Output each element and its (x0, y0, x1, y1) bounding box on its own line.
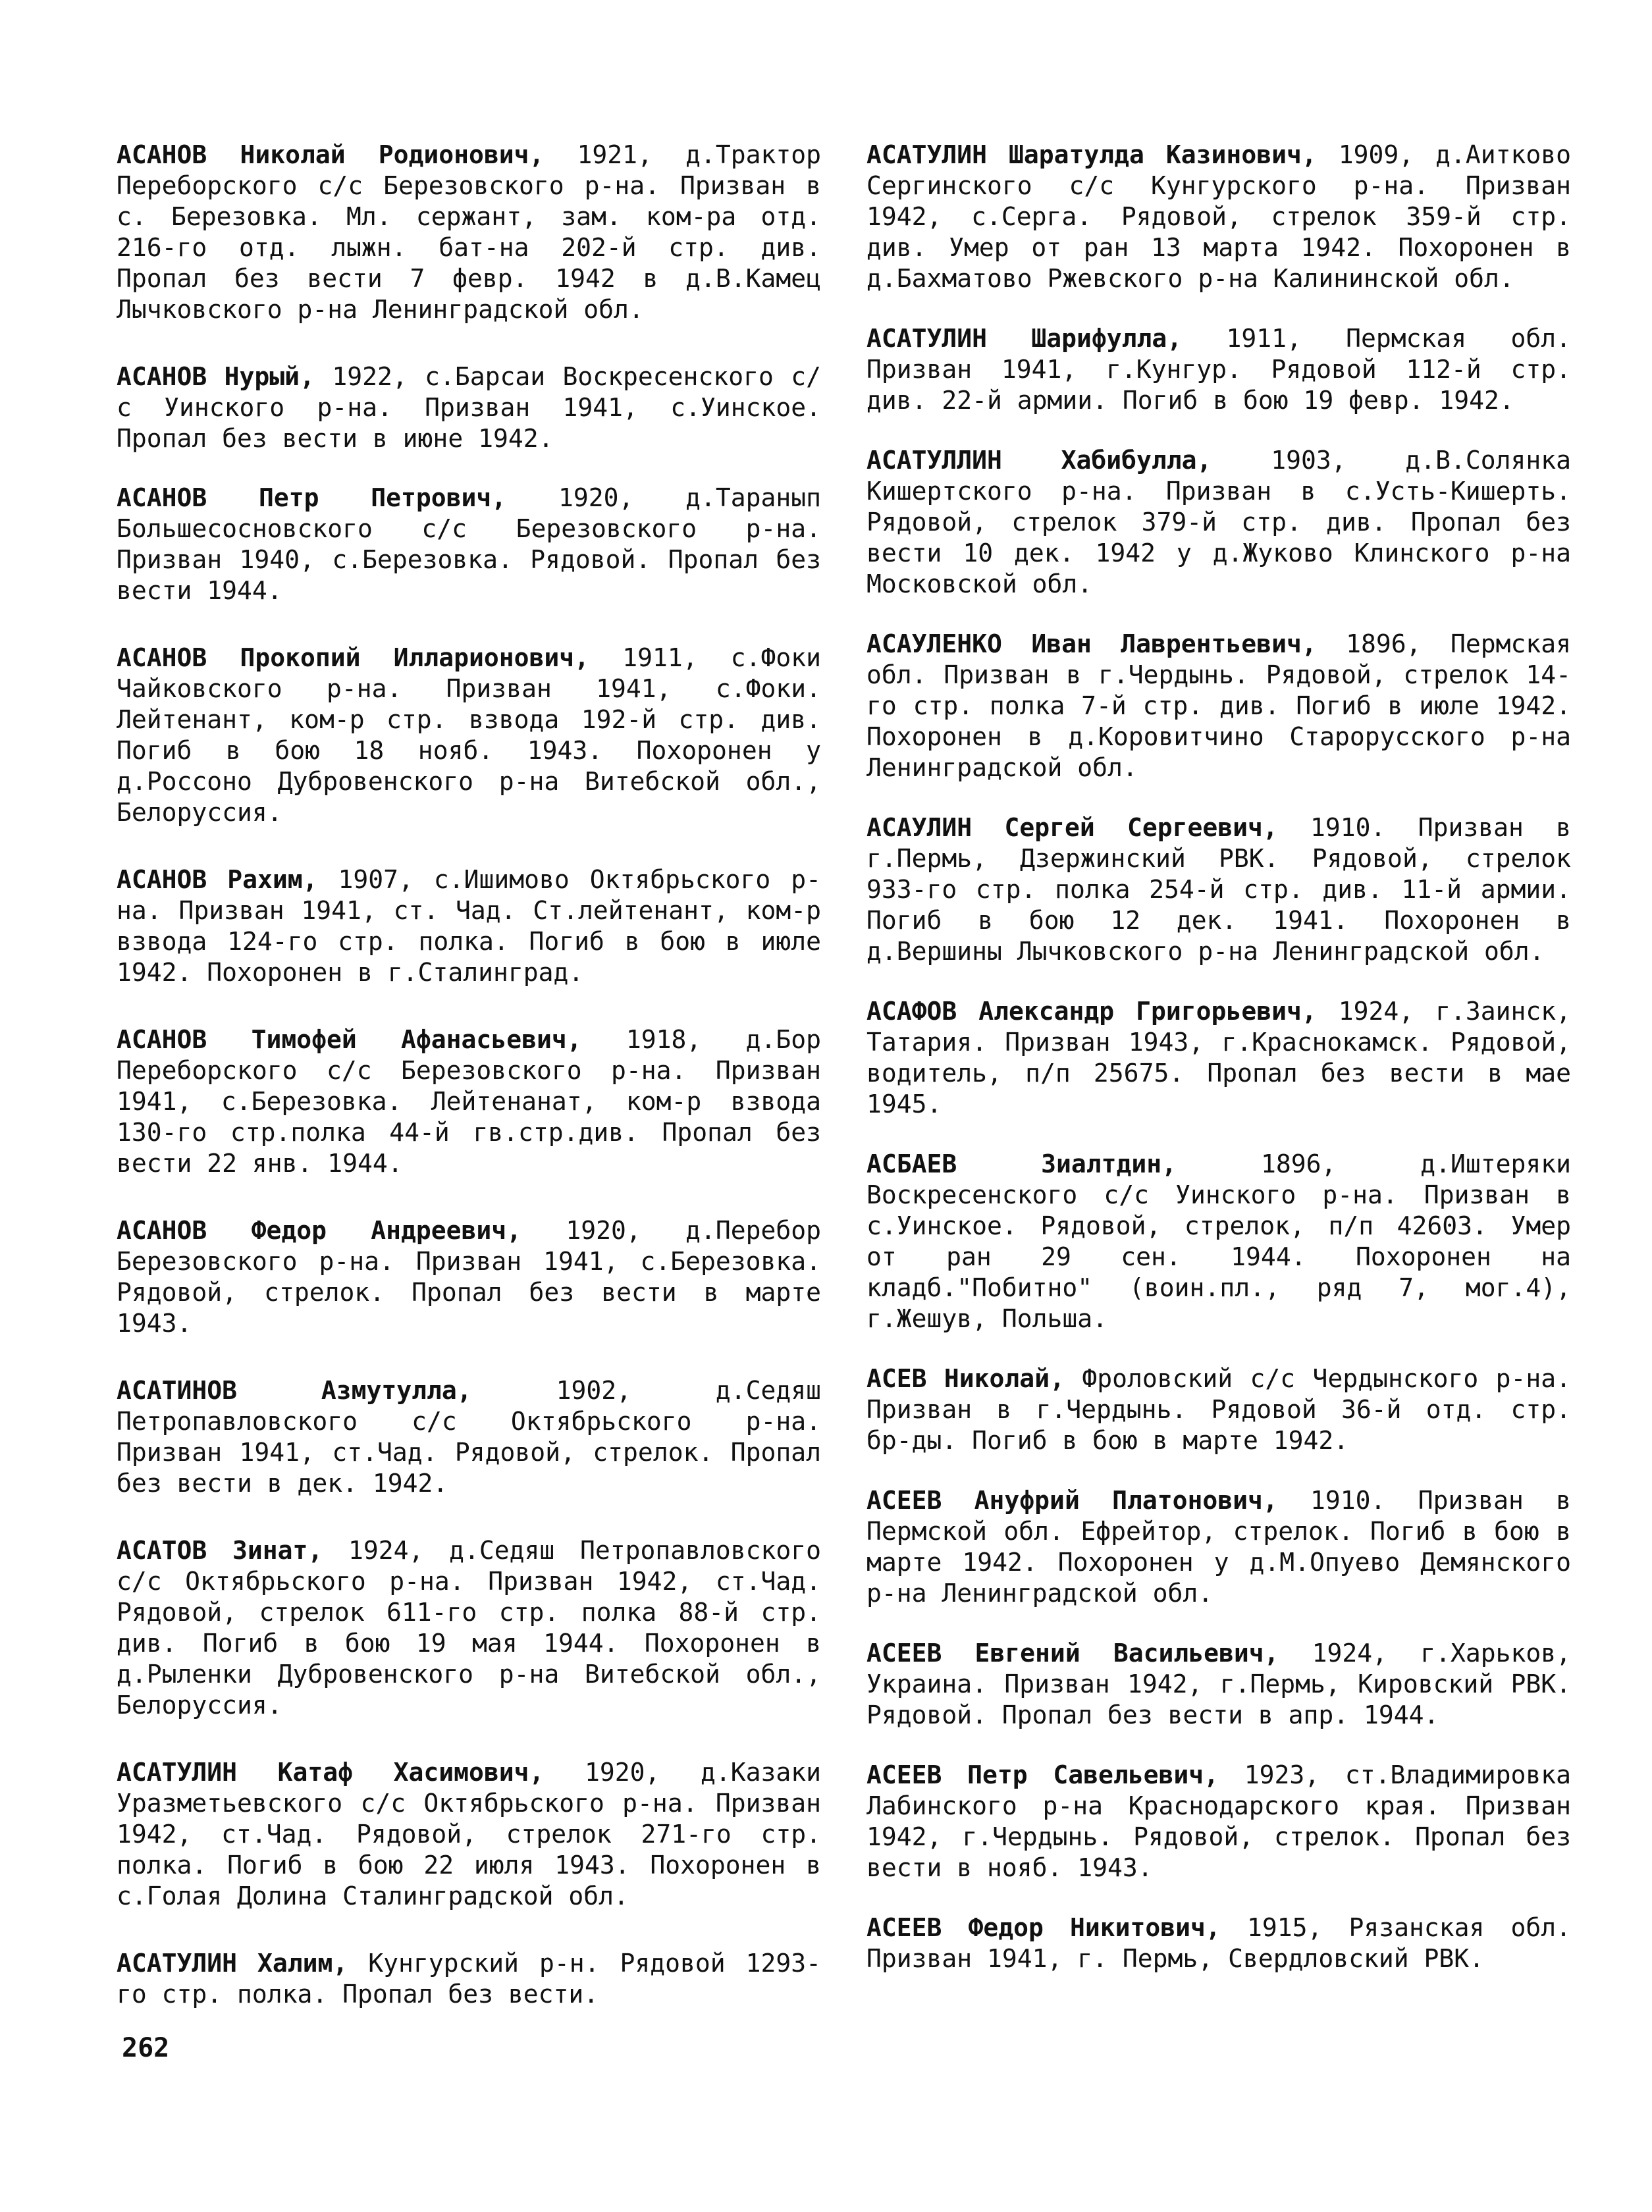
entry (117, 361, 821, 454)
entry-text: 1910. Призван в г.Пермь, Дзержинский РВК. Рядовой, стрелок 933-го стр. полка 254-й стр. див. 11-й армии. Погиб в бою 12 дек. 1941. Похоронен в д.Вершины Лычковского р-на Ленинградской обл. (866, 813, 1571, 966)
entry-text: 1924, г.Заинск, Татария. Призван 1943, г.Краснокамск. Рядовой, водитель, п/п 25675. Пропал без вести в мае 1945. (866, 997, 1571, 1119)
entry-given-name: Азмутулла, (321, 1376, 472, 1405)
entry-text: 1911, Пермская обл. Призван 1941, г.Кунгур. Рядовой 112-й стр. див. 22-й армии. Погиб в бою 19 февр. 1942. (866, 324, 1571, 415)
entry-given-name: Николай, (944, 1364, 1065, 1393)
entry-text: 1907, с.Ишимово Октябрьского р-на. Призван 1941, ст. Чад. Ст.лейтенант, ком-р взвода 124-го стр. полка. Погиб в бою в июле 1942. Похоронен в г.Сталинград. (117, 865, 821, 987)
entry-given-name: Шарифулла, (1031, 324, 1183, 353)
page-number: 262 (122, 2033, 170, 2063)
entry-given-name: Нурый, (224, 362, 315, 391)
entry-text: 1920, д.Казаки Уразметьевского с/с Октябрьского р-на. Призван 1942, ст.Чад. Рядовой, стрелок 271-го стр. полка. Погиб в бою 22 июля 1943. Похоронен в с.Голая Долина Сталинградской обл. (117, 1758, 821, 1910)
entry-given-name: Сергей Сергеевич, (1004, 813, 1278, 842)
entry-given-name: Тимофей Афанасьевич, (251, 1025, 582, 1054)
entry-surname: АСАНОВ (117, 643, 207, 672)
entry (866, 1363, 1571, 1456)
entry-surname: АСЕВ (866, 1364, 927, 1393)
entry-surname: АСЕЕВ (866, 1913, 942, 1942)
entry-text: Кунгурский р-н. Рядовой 1293-го стр. полка. Пропал без вести. (117, 1949, 821, 2009)
entry-text: 1920, д.Таранып Большесосновского с/с Березовского р-на. Призван 1940, с.Березовка. Рядовой. Пропал без вести 1944. (117, 483, 821, 605)
entry-given-name: Николай Родионович, (240, 140, 545, 169)
entry-text: 1903, д.В.Солянка Кишертского р-на. Призван в с.Усть-Кишерть. Рядовой, стрелок 379-й стр. див. Пропал без вести 10 дек. 1942 у д.Жуково Клинского р-на Московской обл. (866, 446, 1571, 598)
entry-text: 1921, д.Трактор Переборского с/с Березовского р-на. Призван в с. Березовка. Мл. сержант, зам. ком-ра отд. 216-го отд. лыжн. бат-на 202-й стр. див. Пропал без вести 7 февр. 1942 в д.В.Камец Лычковского р-на Ленинградской обл. (117, 140, 821, 324)
entry-given-name: Шаратулда Казинович, (1009, 140, 1317, 169)
entry (117, 1757, 821, 1912)
entry (117, 483, 821, 606)
entry-given-name: Федор Никитович, (968, 1913, 1221, 1942)
entry-surname: АСАНОВ (117, 140, 207, 169)
left-column (117, 140, 821, 2010)
entry (117, 1375, 821, 1499)
entry (117, 1215, 821, 1339)
entry-given-name: Александр Григорьевич, (978, 997, 1317, 1026)
entry-surname: АСЕЕВ (866, 1486, 942, 1515)
entry-surname: АСАНОВ (117, 483, 207, 512)
entry-given-name: Катаф Хасимович, (277, 1758, 545, 1787)
entry-given-name: Хабибулла, (1061, 446, 1212, 475)
entry-surname: АСЕЕВ (866, 1639, 942, 1668)
entry-given-name: Иван Лаврентьевич, (1031, 629, 1317, 658)
entry-surname: АСАНОВ (117, 1025, 207, 1054)
entry (117, 1948, 821, 2010)
entry-surname: АСЕЕВ (866, 1760, 942, 1789)
entry-given-name: Петр Савельевич, (967, 1760, 1219, 1789)
entry-text: Фроловский с/с Чердынского р-на. Призван в г.Чердынь. Рядовой 36-й отд. стр. бр-ды. Погиб в бою в марте 1942. (866, 1364, 1571, 1455)
entry-text: 1911, с.Фоки Чайковского р-на. Призван 1941, с.Фоки. Лейтенант, ком-р стр. взвода 192-й стр. див. Погиб в бою 18 нояб. 1943. Похоронен у д.Россоно Дубровенского р-на Витебской обл., Белоруссия. (117, 643, 821, 827)
entry-text: 1915, Рязанская обл. Призван 1941, г. Пермь, Свердловский РВК. (866, 1913, 1571, 1973)
entry (117, 864, 821, 988)
entry-surname: АСАНОВ (117, 362, 207, 391)
entry-text: 1918, д.Бор Переборского с/с Березовского р-на. Призван 1941, с.Березовка. Лейтенанат, ком-р взвода 130-го стр.полка 44-й гв.стр.див. Пропал без вести 22 янв. 1944. (117, 1025, 821, 1178)
entry (866, 629, 1571, 783)
entry-text: 1902, д.Седяш Петропавловского с/с Октябрьского р-на. Призван 1941, ст.Чад. Рядовой, стрелок. Пропал без вести в дек. 1942. (117, 1376, 821, 1498)
entry-surname: АСАТУЛИН (117, 1758, 238, 1787)
entry-surname: АСАТУЛИН (117, 1949, 238, 1978)
entry (866, 812, 1571, 967)
entry (866, 445, 1571, 600)
entry-given-name: Федор Андреевич, (251, 1216, 522, 1245)
entry-surname: АСАУЛЕНКО (866, 629, 1002, 658)
entry-surname: АСАТУЛЛИН (866, 446, 1002, 475)
entry (866, 1485, 1571, 1609)
entry-surname: АСАУЛИН (866, 813, 973, 842)
entry-text: 1909, д.Аитково Сергинского с/с Кунгурского р-на. Призван 1942, с.Серга. Рядовой, стрелок 359-й стр. див. Умер от ран 13 марта 1942. Похоронен в д.Бахматово Ржевского р-на Калининской обл. (866, 140, 1571, 293)
entry-given-name: Петр Петрович, (259, 483, 507, 512)
entry-given-name: Ануфрий Платонович, (974, 1486, 1278, 1515)
entry-surname: АСАТОВ (117, 1536, 207, 1565)
entry-text: 1924, г.Харьков, Украина. Призван 1942, г.Пермь, Кировский РВК. Рядовой. Пропал без вести в апр. 1944. (866, 1639, 1571, 1729)
entry-given-name: Рахим, (227, 865, 318, 894)
entry (117, 1024, 821, 1179)
entry (866, 1149, 1571, 1334)
entry (866, 140, 1571, 294)
entry (866, 1912, 1571, 1974)
right-column (866, 140, 1571, 1974)
entry (866, 996, 1571, 1120)
entry-text: 1922, с.Барсаи Воскресенского с/с Уинского р-на. Призван 1941, с.Уинское. Пропал без вести в июне 1942. (117, 362, 821, 453)
entry-text: 1896, Пермская обл. Призван в г.Чердынь. Рядовой, стрелок 14-го стр. полка 7-й стр. див. Погиб в июле 1942. Похоронен в д.Коровитчино Старорусского р-на Ленинградской обл. (866, 629, 1571, 782)
entry-given-name: Зиалтдин, (1041, 1149, 1177, 1178)
entry-surname: АСАНОВ (117, 865, 207, 894)
entry-text: 1910. Призван в Пермской обл. Ефрейтор, стрелок. Погиб в бою в марте 1942. Похоронен у д.М.Опуево Демянского р-на Ленинградской обл. (866, 1486, 1571, 1608)
entry-surname: АСАНОВ (117, 1216, 207, 1245)
entry-given-name: Зинат, (232, 1536, 323, 1565)
entry (866, 1760, 1571, 1883)
entry-given-name: Евгений Васильевич, (974, 1639, 1279, 1668)
entry (866, 323, 1571, 416)
entry-text: 1924, д.Седяш Петропавловского с/с Октябрьского р-на. Призван 1942, ст.Чад. Рядовой, стрелок 611-го стр. полка 88-й стр. див. Погиб в бою 19 мая 1944. Похоронен в д.Рыленки Дубровенского р-на Витебской обл., Белоруссия. (117, 1536, 821, 1720)
entry-given-name: Прокопий Илларионович, (240, 643, 590, 672)
entry (117, 643, 821, 828)
entry (117, 140, 821, 325)
entry-surname: АСБАЕВ (866, 1149, 957, 1178)
entry-given-name: Халим, (257, 1949, 348, 1978)
entry (866, 1638, 1571, 1731)
entry-text: 1896, д.Иштеряки Воскресенского с/с Уинского р-на. Призван в с.Уинское. Рядовой, стрелок, п/п 42603. Умер от ран 29 сен. 1944. Похоронен на кладб."Побитно" (воин.пл., ряд 7, мог.4), г.Жешув, Польша. (866, 1149, 1571, 1333)
entry (117, 1535, 821, 1721)
entry-text: 1920, д.Перебор Березовского р-на. Призван 1941, с.Березовка. Рядовой, стрелок. Пропал без вести в марте 1943. (117, 1216, 821, 1338)
entry-surname: АСАТУЛИН (866, 324, 988, 353)
entry-text: 1923, ст.Владимировка Лабинского р-на Краснодарского края. Призван 1942, г.Чердынь. Рядовой, стрелок. Пропал без вести в нояб. 1943. (866, 1760, 1571, 1882)
entry-surname: АСАФОВ (866, 997, 957, 1026)
entry-surname: АСАТУЛИН (866, 140, 988, 169)
entry-surname: АСАТИНОВ (117, 1376, 238, 1405)
